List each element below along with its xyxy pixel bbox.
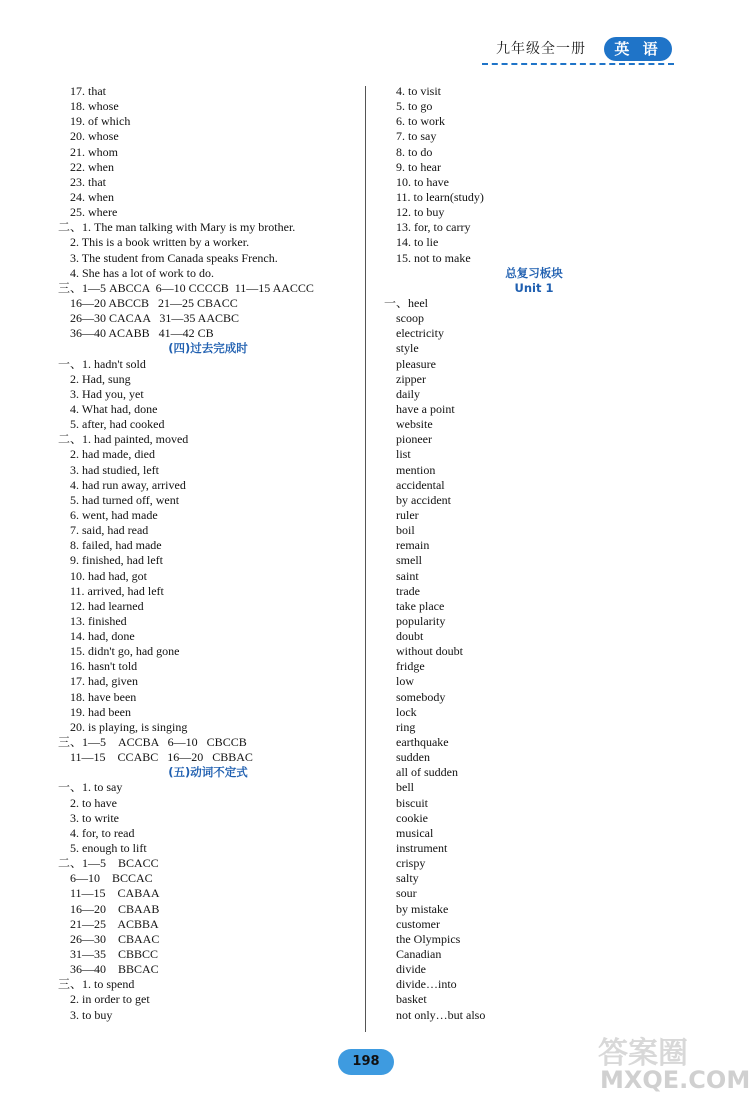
- answer-line: 7. said, had read: [58, 523, 149, 538]
- answer-line: 13. for, to carry: [384, 220, 471, 235]
- answer-line: boil: [384, 523, 415, 538]
- answer-line: 26—30 CACAA 31—35 AACBC: [58, 311, 240, 326]
- answer-line: by accident: [384, 492, 451, 507]
- answer-line: 三、1—5 ACCBA 6—10 CBCCB: [58, 735, 247, 750]
- answer-line: electricity: [384, 326, 444, 341]
- answer-line: the Olympics: [384, 931, 461, 946]
- answer-line: divide…into: [384, 977, 457, 992]
- answer-line: somebody: [384, 689, 446, 704]
- answer-line: 二、1. had painted, moved: [58, 432, 189, 447]
- answer-line: pioneer: [384, 432, 432, 447]
- header-rule: [482, 63, 674, 65]
- answer-line: 一、heel: [384, 295, 428, 310]
- section-heading: Unit 1: [514, 280, 554, 295]
- answer-line: 19. of which: [58, 114, 131, 129]
- section-heading: 总复习板块: [505, 265, 563, 280]
- page-number: 198: [338, 1049, 394, 1075]
- answer-line: take place: [384, 598, 445, 613]
- left-column: [58, 84, 358, 1023]
- page-header: [0, 0, 750, 80]
- answer-line: daily: [384, 386, 420, 401]
- answer-line: 16. hasn't told: [58, 659, 138, 674]
- answer-line: 13. finished: [58, 613, 127, 628]
- answer-line: 21. whom: [58, 144, 118, 159]
- answer-line: 19. had been: [58, 704, 131, 719]
- answer-line: 10. had had, got: [58, 568, 147, 583]
- answer-line: 11—15 CCABC 16—20 CBBAC: [58, 750, 253, 765]
- answer-line: 三、1. to spend: [58, 977, 135, 992]
- answer-line: 22. when: [58, 159, 114, 174]
- answer-line: 25. where: [58, 205, 118, 220]
- answer-line: ruler: [384, 507, 419, 522]
- answer-line: 17. had, given: [58, 674, 138, 689]
- answer-line: mention: [384, 462, 436, 477]
- answer-line: trade: [384, 583, 420, 598]
- answer-line: 5. after, had cooked: [58, 417, 165, 432]
- answer-line: 5. had turned off, went: [58, 492, 180, 507]
- answer-line: 26—30 CBAAC: [58, 931, 160, 946]
- answer-line: 14. had, done: [58, 629, 135, 644]
- watermark-url: MXQE.COM: [600, 1066, 750, 1094]
- answer-line: 15. not to make: [384, 250, 471, 265]
- answer-line: 16—20 CBAAB: [58, 901, 160, 916]
- answer-line: 9. to hear: [384, 159, 441, 174]
- answer-line: doubt: [384, 629, 424, 644]
- answer-line: biscuit: [384, 795, 428, 810]
- answer-line: 11. to learn(study): [384, 189, 484, 204]
- answer-line: 2. This is a book written by a worker.: [58, 235, 250, 250]
- answer-line: 三、1—5 ABCCA 6—10 CCCCB 11—15 AACCC: [58, 280, 314, 295]
- answer-line: 23. that: [58, 174, 106, 189]
- answer-line: fridge: [384, 659, 425, 674]
- answer-line: ring: [384, 719, 416, 734]
- answer-line: 9. finished, had left: [58, 553, 163, 568]
- answer-line: 6. to work: [384, 114, 445, 129]
- answer-line: 8. to do: [384, 144, 433, 159]
- answer-line: low: [384, 674, 414, 689]
- answer-line: scoop: [384, 311, 424, 326]
- answer-line: instrument: [384, 841, 448, 856]
- answer-line: remain: [384, 538, 430, 553]
- answer-line: 3. The student from Canada speaks French.: [58, 250, 278, 265]
- watermark-logo: 答案圈: [598, 1036, 688, 1071]
- section-heading: (五)动词不定式: [168, 765, 248, 780]
- answer-line: website: [384, 417, 433, 432]
- answer-line: 15. didn't go, had gone: [58, 644, 180, 659]
- answer-line: 21—25 ACBBA: [58, 916, 159, 931]
- answer-line: 18. whose: [58, 99, 119, 114]
- answer-line: 2. to have: [58, 795, 117, 810]
- grade-label: 九年级全一册: [496, 41, 586, 57]
- answer-line: 3. had studied, left: [58, 462, 159, 477]
- answer-line: have a point: [384, 401, 455, 416]
- answer-line: style: [384, 341, 419, 356]
- answer-line: 5. enough to lift: [58, 841, 147, 856]
- answer-line: all of sudden: [384, 765, 458, 780]
- answer-line: crispy: [384, 856, 426, 871]
- answer-line: salty: [384, 871, 419, 886]
- answer-line: saint: [384, 568, 419, 583]
- answer-line: 11. arrived, had left: [58, 583, 164, 598]
- answer-line: 二、1. The man talking with Mary is my brother.: [58, 220, 296, 235]
- answer-line: 6—10 BCCAC: [58, 871, 153, 886]
- answer-line: 16—20 ABCCB 21—25 CBACC: [58, 295, 238, 310]
- answer-line: cookie: [384, 810, 428, 825]
- answer-line: 24. when: [58, 189, 114, 204]
- answer-line: bell: [384, 780, 414, 795]
- answer-line: 3. Had you, yet: [58, 386, 144, 401]
- answer-line: 18. have been: [58, 689, 137, 704]
- answer-line: 3. to buy: [58, 1007, 113, 1022]
- answer-line: 20. is playing, is singing: [58, 719, 188, 734]
- answer-line: 一、1. to say: [58, 780, 123, 795]
- column-divider: [365, 86, 366, 1032]
- answer-line: 36—40 BBCAC: [58, 962, 159, 977]
- answer-line: 4. for, to read: [58, 825, 135, 840]
- answer-line: 20. whose: [58, 129, 119, 144]
- answer-line: list: [384, 447, 411, 462]
- answer-line: 7. to say: [384, 129, 437, 144]
- answer-line: 12. to buy: [384, 205, 445, 220]
- answer-line: 4. What had, done: [58, 401, 158, 416]
- answer-line: 10. to have: [384, 174, 449, 189]
- answer-line: 14. to lie: [384, 235, 439, 250]
- answer-line: 一、1. hadn't sold: [58, 356, 146, 371]
- answer-line: 17. that: [58, 84, 106, 98]
- answer-line: musical: [384, 825, 434, 840]
- answer-line: accidental: [384, 477, 445, 492]
- answer-line: 2. Had, sung: [58, 371, 131, 386]
- answer-line: Canadian: [384, 947, 442, 962]
- answer-line: 6. went, had made: [58, 507, 158, 522]
- subject-badge: 英 语: [604, 37, 672, 61]
- answer-line: 8. failed, had made: [58, 538, 162, 553]
- answer-line: 11—15 CABAA: [58, 886, 160, 901]
- answer-line: pleasure: [384, 356, 436, 371]
- answer-line: 2. had made, died: [58, 447, 155, 462]
- answer-line: zipper: [384, 371, 426, 386]
- answer-line: not only…but also: [384, 1007, 486, 1022]
- answer-line: 3. to write: [58, 810, 119, 825]
- answer-line: 4. to visit: [384, 84, 442, 98]
- answer-line: divide: [384, 962, 426, 977]
- answer-line: popularity: [384, 613, 446, 628]
- answer-line: 2. in order to get: [58, 992, 150, 1007]
- answer-line: earthquake: [384, 735, 449, 750]
- answer-line: sour: [384, 886, 417, 901]
- answer-line: 36—40 ACABB 41—42 CB: [58, 326, 214, 341]
- answer-line: 4. had run away, arrived: [58, 477, 186, 492]
- section-heading: (四)过去完成时: [168, 341, 248, 356]
- answer-line: 5. to go: [384, 99, 433, 114]
- answer-line: 二、1—5 BCACC: [58, 856, 159, 871]
- answer-line: sudden: [384, 750, 430, 765]
- answer-line: smell: [384, 553, 422, 568]
- answer-line: 12. had learned: [58, 598, 144, 613]
- answer-line: by mistake: [384, 901, 449, 916]
- answer-line: basket: [384, 992, 427, 1007]
- answer-line: customer: [384, 916, 440, 931]
- answer-line: 31—35 CBBCC: [58, 947, 159, 962]
- answer-line: 4. She has a lot of work to do.: [58, 265, 214, 280]
- right-column: [384, 84, 684, 1023]
- answer-line: lock: [384, 704, 417, 719]
- answer-line: without doubt: [384, 644, 464, 659]
